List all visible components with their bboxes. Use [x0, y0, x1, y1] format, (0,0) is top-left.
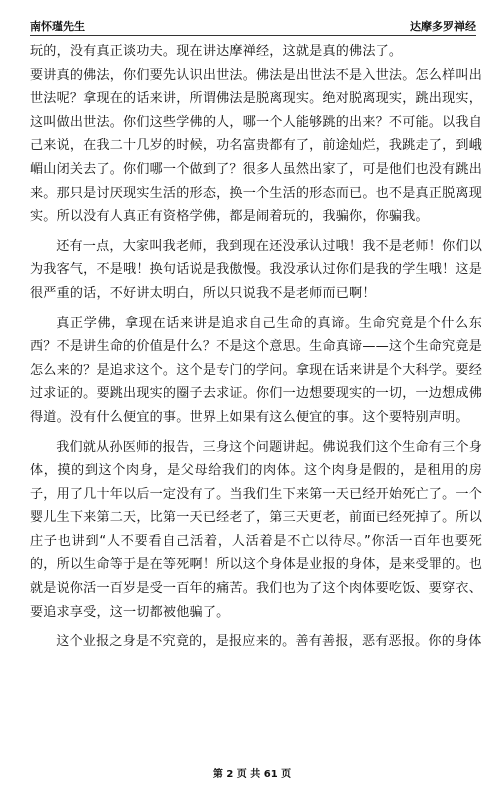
page-number: 第 2 页 共 61 页 [212, 769, 292, 780]
page-header [30, 19, 476, 36]
paragraph: 还有一点，大家叫我老师，我到现在还没承认过哦！我不是老师！你们以为我客气，不是哦！换句话说是我傲慢。我没承认过你们是我的学生哦！这是很严重的话，不好讲太明白，所以只说我不是老师而已啊！ [30, 238, 482, 301]
paragraph: 要讲真的佛法，你们要先认识出世法。佛法是出世法不是入世法。怎么样叫出世法呢？拿现在的话来讲，所谓佛法是脱离现实。绝对脱离现实，跳出现实，这叫做出世法。你们这些学佛的人，哪一个人能够跳的出来？不可能。以我自己来说，在我二十几岁的时候，功名富贵都有了，前途灿烂，我跳走了，到峨嵋山闭关去了。你们哪一个做到了？很多人虽然出家了，可是他们也没有跳出来。那只是讨厌现实生活的形态，换一个生活的形态而已。也不是真正脱离现实。所以没有人真正有资格学佛，都是闹着玩的，我骗你，你骗我。 [30, 67, 482, 225]
paragraph: 我们就从孙医师的报告，三身这个问题讲起。佛说我们这个生命有三个身体，摸的到这个肉身，是父母给我们的肉体。这个肉身是假的，是租用的房子，用了几十年以后一定没有了。当我们生下来第一天已经开始死亡了。一个婴儿生下来第二天，比第一天已经老了，第三天更老，前面已经死掉了。所以庄子也讲到“人不要看自己活着，人活着是不亡以待尽。”你活一百年也要死的，所以生命等于是在等死啊！所以这个身体是业报的身体，是来受罪的。也就是说你活一百岁是受一百年的痛苦。我们也为了这个肉体要吃饭、要穿衣、要追求享受，这一切都被他骗了。 [30, 439, 482, 620]
paragraph: 玩的，没有真正谈功夫。现在讲达摩禅经，这就是真的佛法了。 [30, 44, 403, 59]
header-author: 南怀瑾先生 [30, 20, 85, 33]
header-book-title: 达摩多罗禅经 [410, 20, 476, 33]
paragraph: 这个业报之身是不究竟的，是报应来的。善有善报，恶有恶报。你的身体 [56, 634, 482, 650]
page-body [30, 40, 482, 654]
paragraph: 真正学佛，拿现在话来讲是追求自己生命的真谛。生命究竟是个什么东西？不是讲生命的价值是什么？不是这个意思。生命真谛——这个生命究竟是怎么来的？是追求这个。这个是专门的学问。拿现在话来讲是个大科学。要经过求证的。要跳出现实的圈子去求证。你们一边想要现实的一切，一边想成佛得道。没有什么便宜的事。世界上如果有这么便宜的事。这个要特别声明。 [30, 315, 482, 425]
